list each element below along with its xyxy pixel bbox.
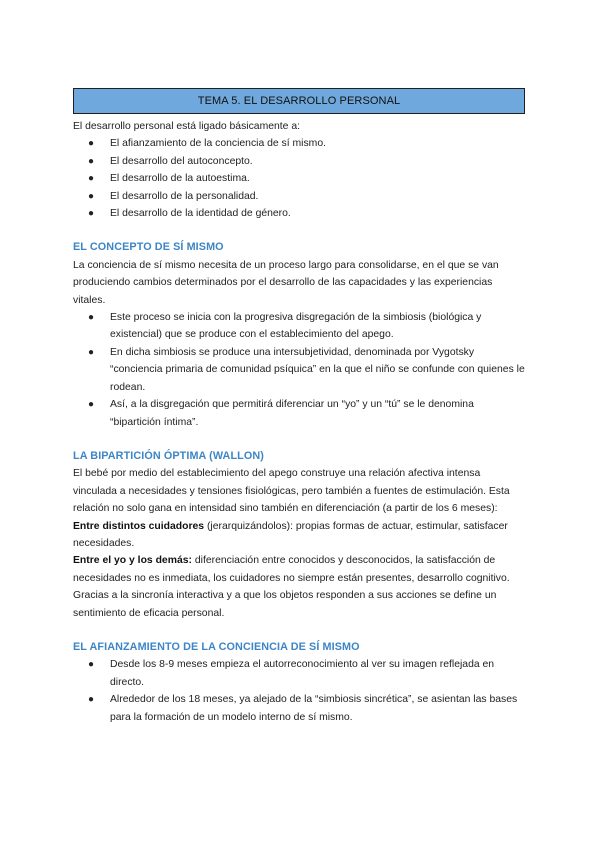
- bullet-icon: ●: [88, 190, 95, 202]
- bullet-icon: ●: [88, 659, 95, 671]
- document-title: TEMA 5. EL DESARROLLO PERSONAL: [73, 88, 525, 114]
- section-list: [73, 309, 525, 431]
- section-heading: LA BIPARTICIÓN ÓPTIMA (WALLON): [73, 449, 264, 462]
- section-heading: EL CONCEPTO DE SÍ MISMO: [73, 241, 224, 254]
- section-point: Entre el yo y los demás: diferenciación entre conocidos y desconocidos, la satisfacción de necesidades no es inmediata, los cuidadores no siempre están presentes, desarrollo cognitivo.: [73, 555, 510, 584]
- section-list: [73, 656, 525, 726]
- section-point: Entre distintos cuidadores (jerarquizándolos): propias formas de actuar, estimular, satisfacer necesidades.: [73, 520, 508, 549]
- bullet-icon: ●: [88, 138, 95, 150]
- section-paragraph: El bebé por medio del establecimiento del apego construye una relación afectiva intensa vinculada a necesidades y tensiones fisiológicas, pero también a fuentes de estimulación. Esta relación no solo gana en intensidad sino también en diferenciación (a partir de los 6 meses):: [73, 468, 510, 515]
- list-item: ● El afianzamiento de la conciencia de sí mismo.: [73, 135, 525, 152]
- point-label: Entre distintos cuidadores: [73, 520, 205, 532]
- bullet-icon: ●: [88, 399, 95, 411]
- list-item: ● En dicha simbiosis se produce una intersubjetividad, denominada por Vygotsky “conciencia primaria de comunidad psíquica” en la que el niño se confunde con quienes le rodean.: [73, 344, 525, 396]
- list-item: ● El desarrollo de la autoestima.: [73, 170, 525, 187]
- list-item: ● El desarrollo del autoconcepto.: [73, 153, 525, 170]
- document-content: [73, 118, 525, 726]
- spacer: [73, 622, 525, 639]
- point-label: Entre el yo y los demás:: [73, 555, 192, 567]
- spacer: [73, 222, 525, 239]
- list-item: ● Así, a la disgregación que permitirá diferenciar un “yo” y un “tú” se le denomina “bipartición íntima”.: [73, 396, 525, 431]
- section-paragraph: La conciencia de sí mismo necesita de un proceso largo para consolidarse, en el que se van produciendo cambios determinados por el desarrollo de las capacidades y las experiencias vitales.: [73, 259, 499, 306]
- bullet-icon: ●: [88, 208, 95, 220]
- bullet-icon: ●: [88, 694, 95, 706]
- list-item: ● El desarrollo de la personalidad.: [73, 188, 525, 205]
- intro-list: [73, 135, 525, 222]
- bullet-icon: ●: [88, 173, 95, 185]
- spacer: [73, 431, 525, 448]
- intro-text: El desarrollo personal está ligado básicamente a:: [73, 121, 300, 132]
- bullet-icon: ●: [88, 155, 95, 167]
- bullet-icon: ●: [88, 312, 95, 324]
- section-paragraph: Gracias a la sincronía interactiva y a que los objetos responden a sus acciones se define un sentimiento de eficacia personal.: [73, 590, 497, 619]
- list-item: ● Desde los 8-9 meses empieza el autorreconocimiento al ver su imagen reflejada en directo.: [73, 656, 525, 691]
- list-item: ● Alrededor de los 18 meses, ya alejado de la “simbiosis sincrética”, se asientan las bases para la formación de un modelo interno de sí mismo.: [73, 691, 525, 726]
- section-heading: EL AFIANZAMIENTO DE LA CONCIENCIA DE SÍ MISMO: [73, 640, 360, 653]
- list-item: ● El desarrollo de la identidad de género.: [73, 205, 525, 222]
- list-item: ● Este proceso se inicia con la progresiva disgregación de la simbiosis (biológica y existencial) que se produce con el establecimiento del apego.: [73, 309, 525, 344]
- bullet-icon: ●: [88, 346, 95, 358]
